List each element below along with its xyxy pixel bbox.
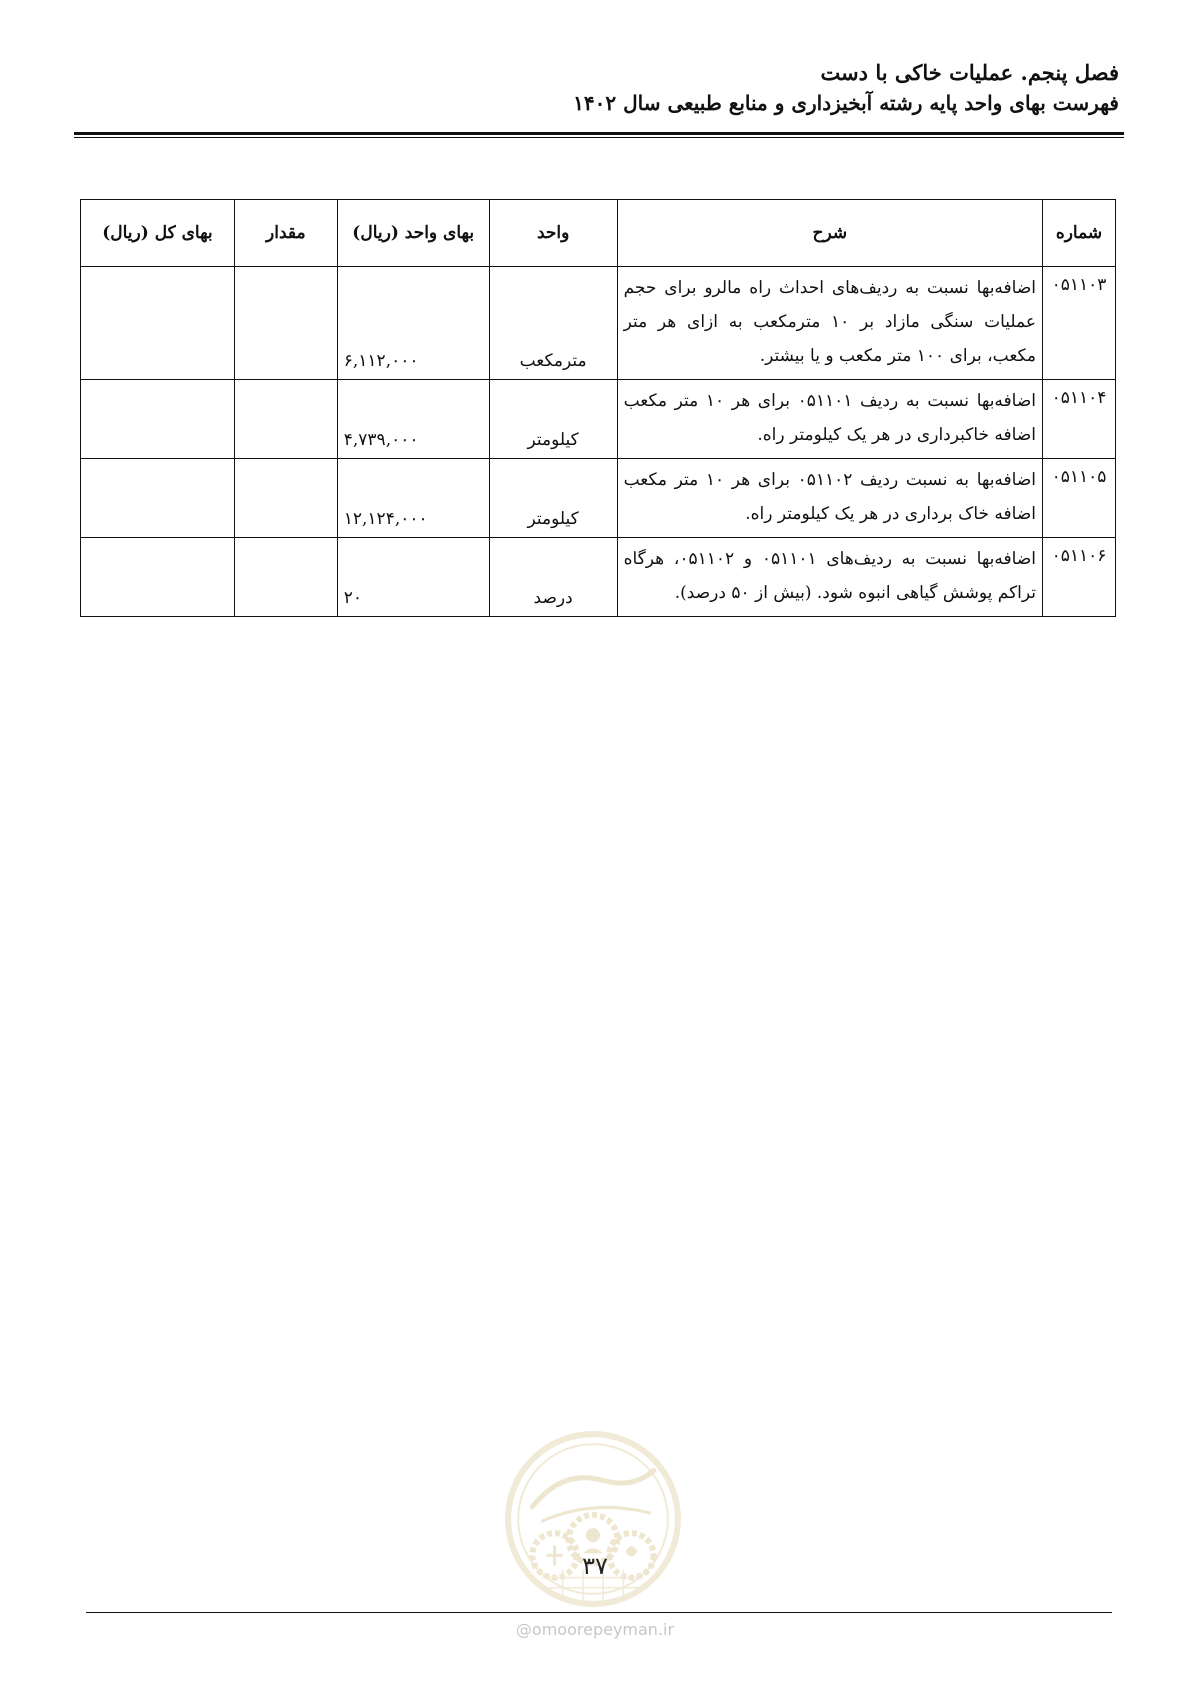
row-unit: کیلومتر (489, 459, 617, 538)
row-number: ۰۵۱۱۰۵ (1043, 459, 1116, 538)
row-total-price (81, 538, 235, 617)
column-header-unit: واحد (489, 200, 617, 267)
chapter-title: فصل پنجم. عملیات خاکی با دست (820, 60, 1119, 85)
table-header-row (81, 200, 1116, 267)
row-unit-price: ۶,۱۱۲,۰۰۰ (337, 267, 489, 380)
table-row (81, 380, 1116, 459)
row-description: اضافه‌بها نسبت به ردیف‌های ۰۵۱۱۰۱ و ۰۵۱۱۰۲، هرگاه تراکم پوشش گیاهی انبوه شود. (بیش از ۵۰ درصد). (617, 538, 1042, 617)
row-unit-price: ۴,۷۳۹,۰۰۰ (337, 380, 489, 459)
column-header-description: شرح (617, 200, 1042, 267)
header-divider-thick (74, 132, 1124, 135)
column-header-quantity: مقدار (234, 200, 337, 267)
row-total-price (81, 459, 235, 538)
row-number: ۰۵۱۱۰۶ (1043, 538, 1116, 617)
row-total-price (81, 267, 235, 380)
column-header-total-price: بهای کل (ریال) (81, 200, 235, 267)
row-description: اضافه‌بها نسبت به ردیف ۰۵۱۱۰۱ برای هر ۱۰ متر مکعب اضافه خاکبرداری در هر یک کیلومتر راه. (617, 380, 1042, 459)
row-description: اضافه‌بها به نسبت ردیف ۰۵۱۱۰۲ برای هر ۱۰ متر مکعب اضافه خاک برداری در هر یک کیلومتر راه. (617, 459, 1042, 538)
column-header-unit-price: بهای واحد (ریال) (337, 200, 489, 267)
column-header-number: شماره (1043, 200, 1116, 267)
row-unit: مترمکعب (489, 267, 617, 380)
row-unit: درصد (489, 538, 617, 617)
row-number: ۰۵۱۱۰۳ (1043, 267, 1116, 380)
row-quantity (234, 538, 337, 617)
document-title: فهرست بهای واحد پایه رشته آبخیزداری و منابع طبیعی سال ۱۴۰۲ (573, 91, 1119, 115)
table-row (81, 267, 1116, 380)
row-number: ۰۵۱۱۰۴ (1043, 380, 1116, 459)
watermark-logo-icon (502, 1428, 684, 1610)
row-quantity (234, 267, 337, 380)
table-row (81, 459, 1116, 538)
row-total-price (81, 380, 235, 459)
watermark-site-label: @omoorepeyman.ir (515, 1620, 675, 1639)
row-unit-price: ۲۰ (337, 538, 489, 617)
price-list-table (80, 199, 1116, 617)
footer-divider (86, 1612, 1112, 1613)
page-number: ۳۷ (582, 1552, 608, 1580)
header-divider-thin (74, 137, 1124, 138)
row-quantity (234, 459, 337, 538)
row-description: اضافه‌بها نسبت به ردیف‌های احداث راه مالرو برای حجم عملیات سنگی مازاد بر ۱۰ مترمکعب به ازای هر متر مکعب، برای ۱۰۰ متر مکعب و یا بیشتر. (617, 267, 1042, 380)
page-header (69, 58, 1119, 118)
row-quantity (234, 380, 337, 459)
row-unit: کیلومتر (489, 380, 617, 459)
table-row (81, 538, 1116, 617)
row-unit-price: ۱۲,۱۲۴,۰۰۰ (337, 459, 489, 538)
